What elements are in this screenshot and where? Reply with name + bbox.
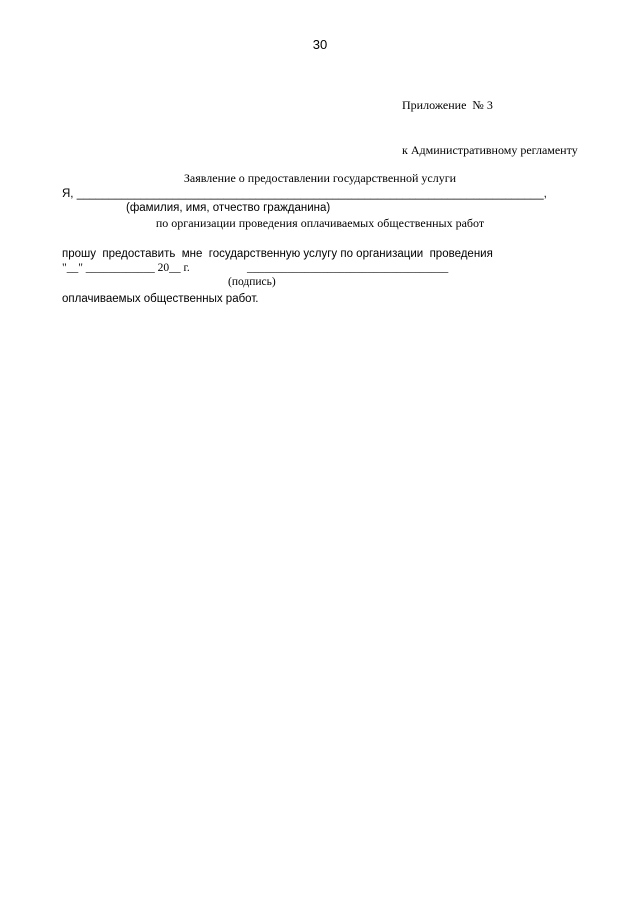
title-line-2: по организации проведения оплачиваемых общественных работ xyxy=(155,216,485,230)
signature-line: ___________________________________ xyxy=(247,262,449,274)
request-line-2: оплачиваемых общественных работ. xyxy=(62,293,259,305)
appendix-reference: к Административному регламенту xyxy=(402,143,578,157)
applicant-name-line: Я, _________________________________________________________________________, xyxy=(62,188,547,200)
signature-hint: (подпись) xyxy=(228,276,276,288)
applicant-name-hint: (фамилия, имя, отчество гражданина) xyxy=(126,202,331,214)
page-number: 30 xyxy=(312,37,328,52)
date-line: "__" ____________ 20__ г. xyxy=(62,262,190,274)
title-line-1: Заявление о предоставлении государственной услуги xyxy=(183,171,457,185)
request-line-1: прошу предоставить мне государственную услугу по организации проведения xyxy=(62,248,493,260)
appendix-number: Приложение № 3 xyxy=(402,98,493,112)
